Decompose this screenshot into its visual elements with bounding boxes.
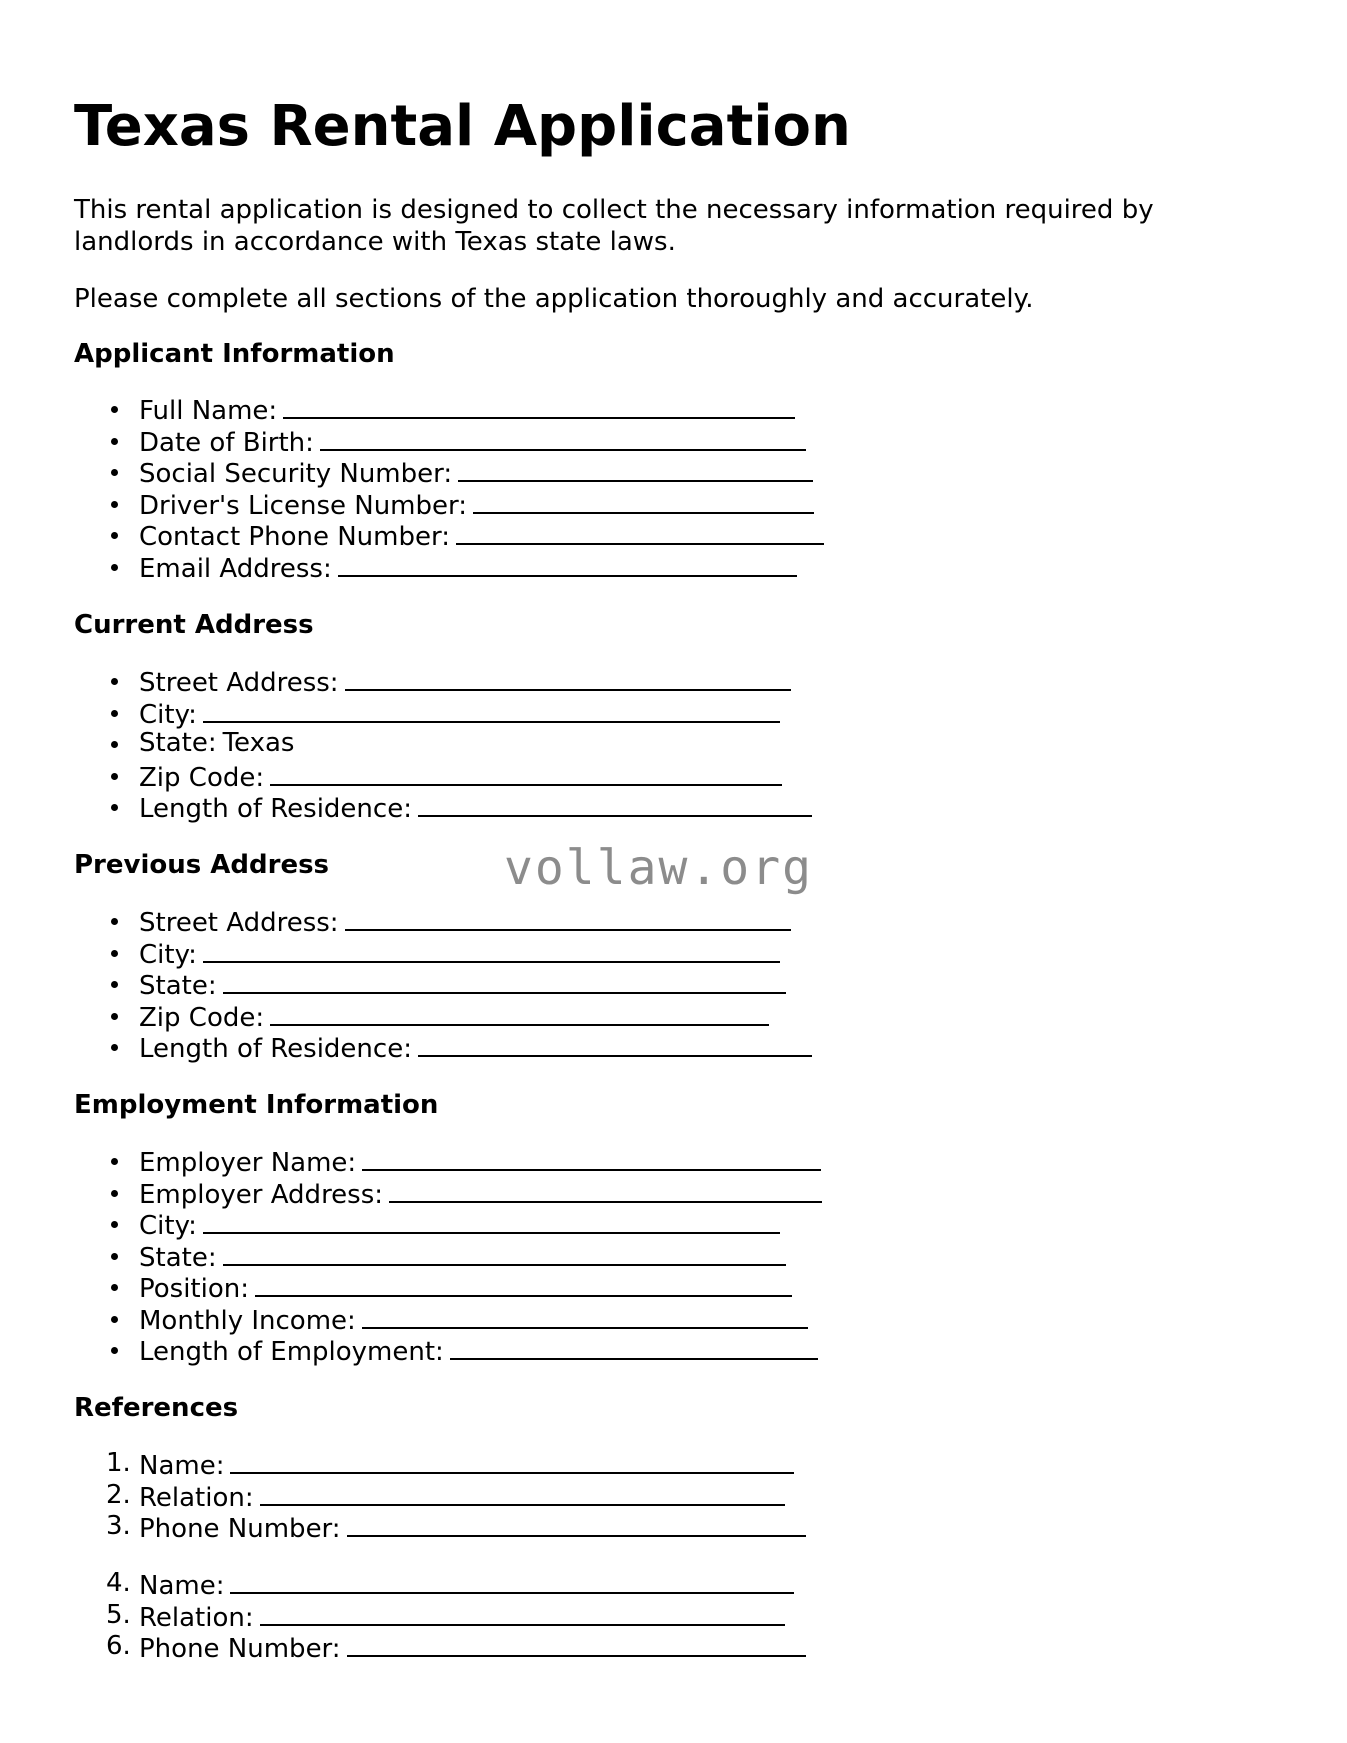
ssn-line[interactable] <box>458 456 813 482</box>
field-label: Phone Number: <box>139 1634 341 1664</box>
field-city <box>74 697 812 729</box>
field-label: Zip Code: <box>139 1002 265 1033</box>
field-reference-phone <box>74 1631 806 1663</box>
contact-phone-line[interactable] <box>456 519 824 545</box>
field-label: Street Address: <box>139 668 339 698</box>
section-heading-applicant: Applicant Information <box>74 339 395 369</box>
field-reference-name <box>74 1568 806 1600</box>
reference-relation-line[interactable] <box>260 1480 785 1506</box>
reference-relation-line[interactable] <box>260 1600 785 1626</box>
field-label: State: <box>139 971 217 1001</box>
reference-name-line[interactable] <box>230 1568 794 1594</box>
field-reference-relation <box>74 1480 806 1512</box>
city-line[interactable] <box>203 697 780 723</box>
section-heading-previous-address: Previous Address <box>74 850 330 880</box>
field-position <box>74 1271 822 1303</box>
field-state <box>74 968 812 1000</box>
field-label: Name: <box>139 1571 225 1601</box>
zip-code-line[interactable] <box>270 1000 769 1026</box>
employer-name-line[interactable] <box>362 1145 821 1171</box>
field-label: City: <box>139 1211 197 1241</box>
field-employer-name <box>74 1145 822 1177</box>
field-street-address <box>74 905 812 937</box>
field-ssn <box>74 456 824 488</box>
city-line[interactable] <box>203 1208 780 1234</box>
field-label: Email Address: <box>139 553 332 584</box>
field-label: Zip Code: <box>139 762 265 793</box>
employer-address-line[interactable] <box>389 1177 822 1203</box>
field-reference-relation <box>74 1600 806 1632</box>
page-title: Texas Rental Application <box>74 94 851 159</box>
applicant-field-list <box>74 393 824 582</box>
current-address-field-list <box>74 665 812 823</box>
field-label: Phone Number: <box>139 1514 341 1544</box>
instructions-paragraph: Please complete all sections of the application thoroughly and accurately. <box>74 284 1034 314</box>
monthly-income-line[interactable] <box>362 1303 808 1329</box>
field-email <box>74 551 824 583</box>
list-number: 6. <box>106 1631 131 1661</box>
field-label: Contact Phone Number: <box>139 522 450 552</box>
field-full-name <box>74 393 824 425</box>
email-line[interactable] <box>338 551 797 577</box>
field-label: Driver's License Number: <box>139 490 467 521</box>
field-monthly-income <box>74 1303 822 1335</box>
list-number: 1. <box>106 1448 131 1478</box>
field-label: Length of Residence: <box>139 794 412 824</box>
field-state <box>74 728 812 760</box>
field-reference-name <box>74 1448 806 1480</box>
field-city <box>74 1208 822 1240</box>
field-length-of-residence <box>74 1031 812 1063</box>
list-number: 2. <box>106 1479 131 1510</box>
state-line[interactable] <box>223 968 786 994</box>
field-employer-address <box>74 1177 822 1209</box>
zip-code-line[interactable] <box>270 760 782 786</box>
field-label: City: <box>139 939 197 970</box>
field-label: Employer Address: <box>139 1179 384 1210</box>
street-address-line[interactable] <box>345 905 791 931</box>
field-contact-phone <box>74 519 824 551</box>
field-length-of-residence <box>74 791 812 823</box>
field-state <box>74 1240 822 1272</box>
field-street-address <box>74 665 812 697</box>
length-of-residence-line[interactable] <box>418 791 812 817</box>
full-name-line[interactable] <box>283 393 795 419</box>
field-date-of-birth <box>74 425 824 457</box>
field-zip-code <box>74 760 812 792</box>
field-label: Monthly Income: <box>139 1305 356 1336</box>
field-label: Relation: <box>139 1482 254 1513</box>
section-heading-current-address: Current Address <box>74 610 314 640</box>
length-of-employment-line[interactable] <box>450 1334 818 1360</box>
field-label: Length of Residence: <box>139 1034 412 1064</box>
field-reference-phone <box>74 1511 806 1543</box>
field-zip-code <box>74 1000 812 1032</box>
state-value: Texas <box>222 728 295 758</box>
field-label: State: <box>139 1242 217 1273</box>
field-label: City: <box>139 699 197 730</box>
field-label: Street Address: <box>139 908 339 938</box>
employment-field-list <box>74 1145 822 1366</box>
field-length-of-employment <box>74 1334 822 1366</box>
drivers-license-line[interactable] <box>473 488 814 514</box>
street-address-line[interactable] <box>345 665 791 691</box>
position-line[interactable] <box>255 1271 792 1297</box>
watermark: vollaw.org <box>504 840 813 896</box>
field-label: State: <box>139 728 217 758</box>
field-label: Employer Name: <box>139 1148 357 1178</box>
intro-paragraph: This rental application is designed to collect the necessary information required by landlords in accordance with Texas state laws. <box>74 195 1154 257</box>
list-number: 3. <box>106 1511 131 1541</box>
references-list-1 <box>74 1448 806 1543</box>
previous-address-field-list <box>74 905 812 1063</box>
field-label: Length of Employment: <box>139 1337 444 1367</box>
state-line[interactable] <box>223 1240 786 1266</box>
field-label: Date of Birth: <box>139 427 314 458</box>
list-number: 5. <box>106 1599 131 1630</box>
field-label: Social Security Number: <box>139 459 453 489</box>
date-of-birth-line[interactable] <box>320 425 806 451</box>
section-heading-employment: Employment Information <box>74 1090 439 1120</box>
reference-name-line[interactable] <box>230 1448 794 1474</box>
field-label: Position: <box>139 1274 249 1304</box>
section-heading-references: References <box>74 1393 239 1423</box>
references-list-2 <box>74 1568 806 1663</box>
list-number: 4. <box>106 1568 131 1598</box>
length-of-residence-line[interactable] <box>418 1031 812 1057</box>
field-label: Relation: <box>139 1602 254 1633</box>
field-label: Name: <box>139 1451 225 1481</box>
city-line[interactable] <box>203 937 780 963</box>
field-city <box>74 937 812 969</box>
field-drivers-license <box>74 488 824 520</box>
reference-phone-line[interactable] <box>347 1511 806 1537</box>
field-label: Full Name: <box>139 396 278 426</box>
reference-phone-line[interactable] <box>347 1631 806 1657</box>
